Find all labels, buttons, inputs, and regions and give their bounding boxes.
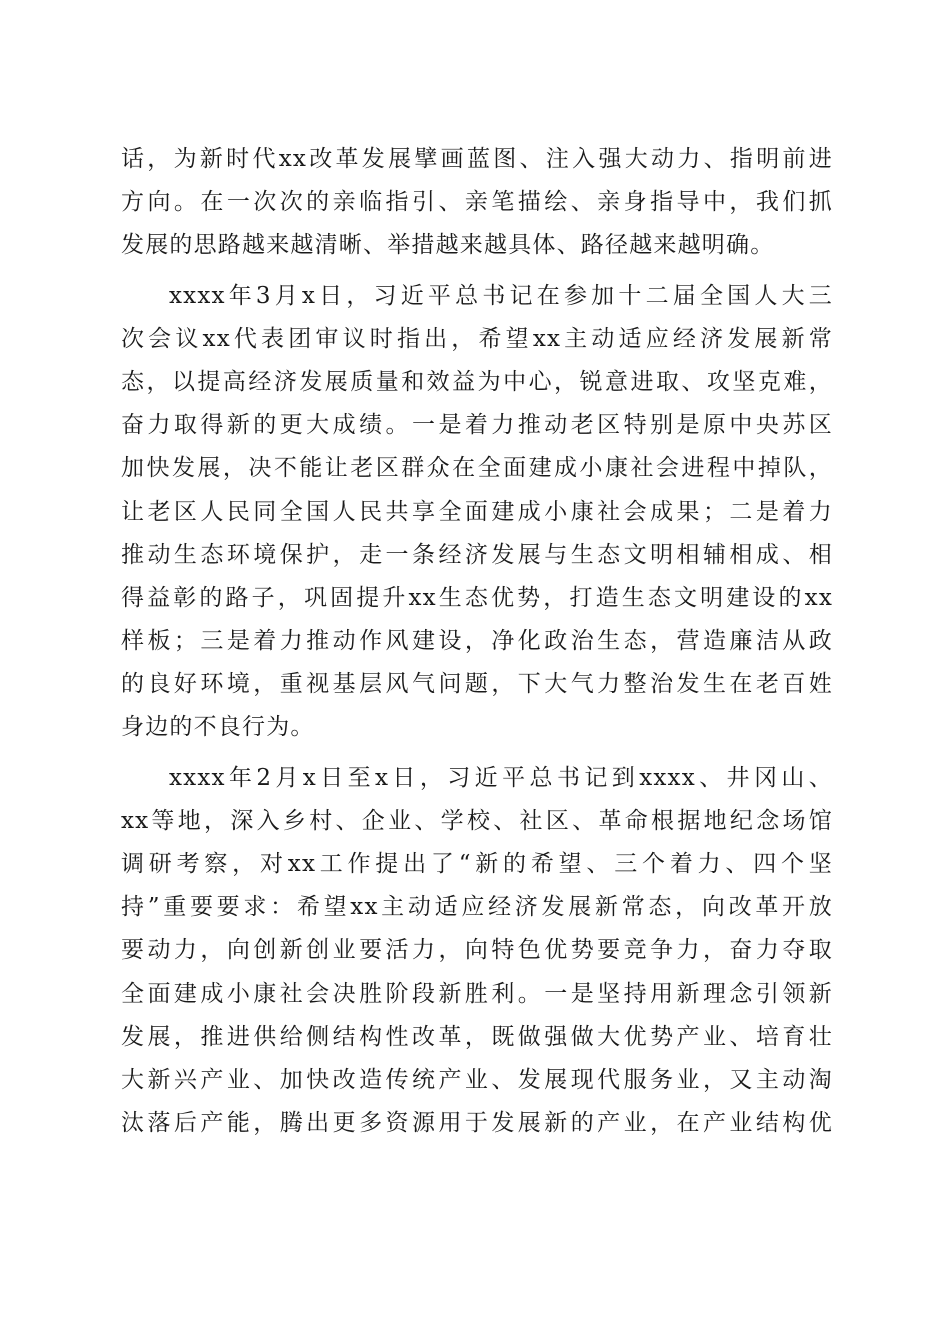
text-line: xxxx年3月x日，习近平总书记在参加十二届全国人大三 (169, 282, 833, 309)
paragraph-1 (121, 138, 833, 268)
text-line: 推动生态环境保护，走一条经济发展与生态文明相辅相成、相 (121, 541, 833, 568)
text-line: 发展，推进供给侧结构性改革，既做强做大优势产业、培育壮 (121, 1023, 833, 1050)
text-line: 话，为新时代xx改革发展擘画蓝图、注入强大动力、指明前进 (121, 146, 833, 172)
text-line: 样板；三是着力推动作风建设，净化政治生态，营造廉洁从政 (121, 628, 833, 655)
text-line: 发展的思路越来越清晰、举措越来越具体、路径越来越明确。 (121, 232, 775, 259)
text-line: 调研考察，对xx工作提出了“新的希望、三个着力、四个坚 (121, 851, 833, 877)
text-line: xx等地，深入乡村、企业、学校、社区、革命根据地纪念场馆 (121, 807, 833, 834)
text-line: 奋力取得新的更大成绩。一是着力推动老区特别是原中央苏区 (121, 412, 833, 439)
paragraph-3 (121, 757, 833, 1146)
text-line: 全面建成小康社会决胜阶段新胜利。一是坚持用新理念引领新 (121, 980, 833, 1007)
text-line: 身边的不良行为。 (121, 714, 315, 741)
text-line: 汰落后产能，腾出更多资源用于发展新的产业，在产业结构优 (121, 1110, 833, 1137)
text-line: xxxx年2月x日至x日，习近平总书记到xxxx、井冈山、 (169, 764, 833, 791)
text-line: 方向。在一次次的亲临指引、亲笔描绘、亲身指导中，我们抓 (121, 189, 833, 216)
text-line: 大新兴产业、加快改造传统产业、发展现代服务业，又主动淘 (121, 1066, 833, 1093)
text-line: 次会议xx代表团审议时指出，希望xx主动适应经济发展新常 (121, 325, 833, 352)
text-line: 的良好环境，重视基层风气问题，下大气力整治发生在老百姓 (121, 671, 833, 698)
body-text (121, 138, 833, 1145)
text-line: 让老区人民同全国人民共享全面建成小康社会成果；二是着力 (121, 498, 833, 525)
text-line: 持”重要要求：希望xx主动适应经济发展新常态，向改革开放 (121, 894, 833, 921)
text-line: 要动力，向创新创业要活力，向特色优势要竞争力，奋力夺取 (121, 937, 833, 964)
paragraph-2 (121, 275, 833, 750)
text-line: 加快发展，决不能让老区群众在全面建成小康社会进程中掉队， (121, 455, 833, 482)
text-line: 得益彰的路子，巩固提升xx生态优势，打造生态文明建设的xx (121, 584, 833, 611)
text-line: 态，以提高经济发展质量和效益为中心，锐意进取、攻坚克难， (121, 368, 833, 395)
